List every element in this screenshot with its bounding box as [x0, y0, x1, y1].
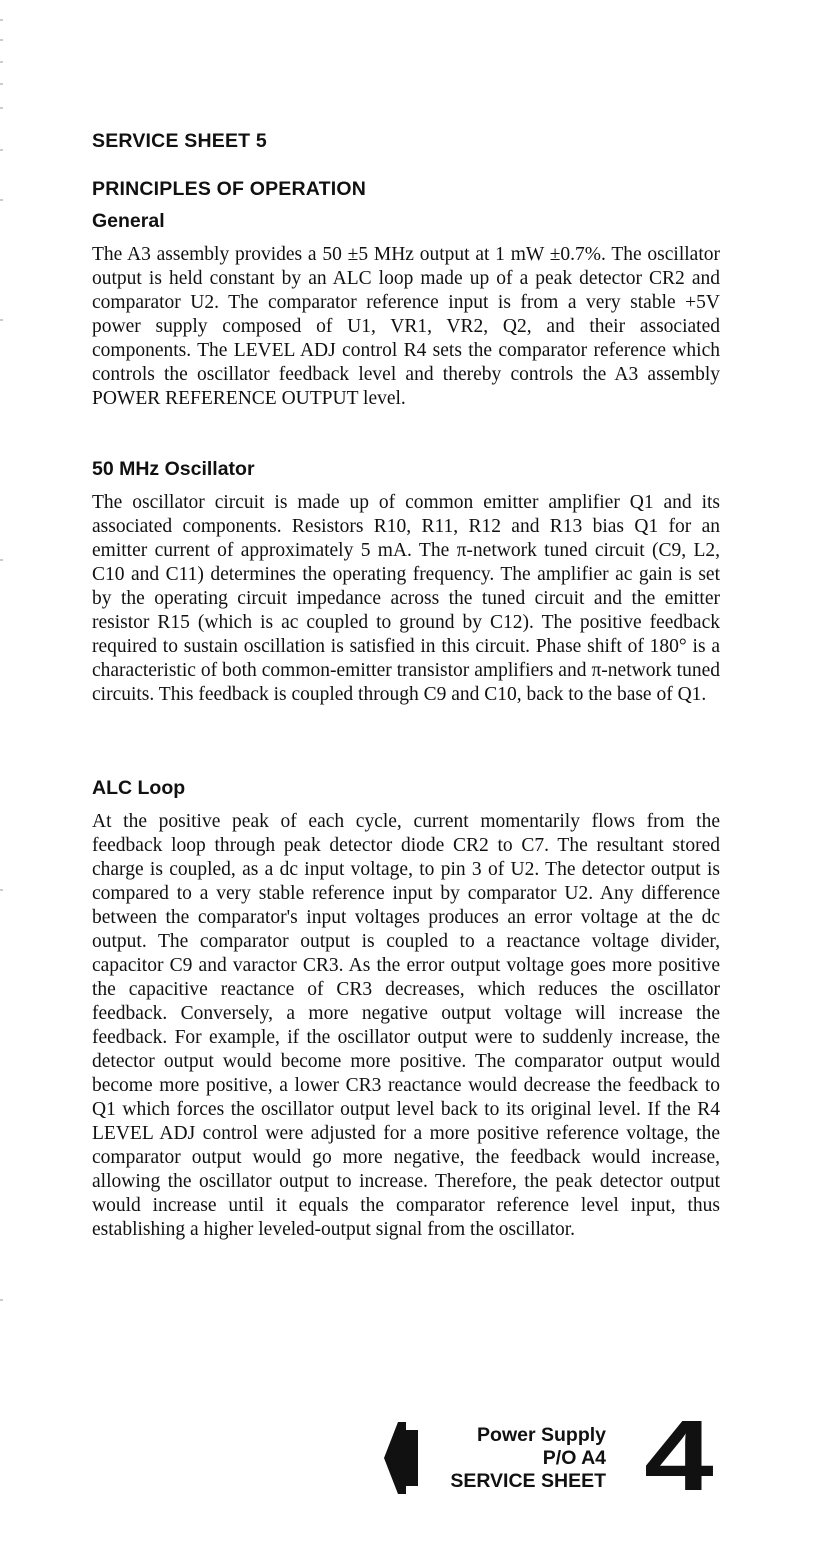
- paragraph-oscillator: The oscillator circuit is made up of common emitter amplifier Q1 and its associated components. Resistors R10, R11, R12 and R13 bias Q1 for an emitter current of approximately 5 mA. The π-network tuned circuit (C9, L2, C10 and C11) determines the operating frequency. The amplifier ac gain is set by the operating circuit impedance across the tuned circuit and the emitter resistor R15 (which is ac coupled to ground by C12). The positive feedback required to sustain oscillation is satisfied in this circuit. Phase shift of 180° is a characteristic of both common-emitter transistor amplifiers and π-network tuned circuits. This feedback is coupled through C9 and C10, back to the base of Q1.: [92, 492, 720, 705]
- service-sheet-nav[interactable]: [384, 1400, 714, 1512]
- service-sheet-title: SERVICE SHEET 5: [92, 130, 267, 152]
- page-title: PRINCIPLES OF OPERATION: [92, 178, 367, 200]
- section-heading-general: General: [92, 210, 165, 232]
- nav-label: [450, 1424, 606, 1493]
- section-heading-alc-loop: ALC Loop: [92, 777, 186, 799]
- nav-label-line-2: P/O A4: [542, 1447, 606, 1469]
- arrow-left-icon: [384, 1422, 418, 1494]
- section-heading-oscillator: 50 MHz Oscillator: [92, 458, 255, 480]
- paragraph-alc-loop: At the positive peak of each cycle, current momentarily flows from the feedback loop through peak detector diode CR2 to C7. The resultant stored charge is coupled, as a dc input voltage, to pin 3 of U2. The detector output is compared to a very stable reference input by comparator U2. Any difference between the comparator's input voltages produces an error voltage at the dc output. The comparator output is coupled to a reactance voltage divider, capacitor C9 and varactor CR3. As the error output voltage goes more positive the capacitive reactance of CR3 decreases, which reduces the oscillator feedback. Conversely, a more negative output voltage will increase the feedback. For example, if the oscillator output were to suddenly increase, the detector output would become more positive. The comparator output would become more positive, a lower CR3 reactance would decrease the feedback to Q1 which forces the oscillator output level back to its original level. If the R4 LEVEL ADJ control were adjusted for a more positive reference voltage, the comparator output would go more negative, the feedback would increase, allowing the oscillator output to increase. Therefore, the peak detector output would increase until it equals the comparator reference level input, thus establishing a higher leveled-output signal from the oscillator.: [92, 811, 720, 1240]
- sheet-number: 4: [644, 1400, 714, 1512]
- paragraph-general: The A3 assembly provides a 50 ±5 MHz output at 1 mW ±0.7%. The oscillator output is held constant by an ALC loop made up of a peak detector CR2 and comparator U2. The comparator reference input is from a very stable +5V power supply composed of U1, VR1, VR2, Q2, and their associated components. The LEVEL ADJ control R4 sets the comparator reference which controls the oscillator feedback level and thereby controls the A3 assembly POWER REFERENCE OUTPUT level.: [92, 244, 720, 409]
- binding-edge-marks: [0, 0, 6, 1566]
- nav-label-line-1: Power Supply: [477, 1424, 606, 1446]
- nav-label-line-3: SERVICE SHEET: [450, 1470, 606, 1492]
